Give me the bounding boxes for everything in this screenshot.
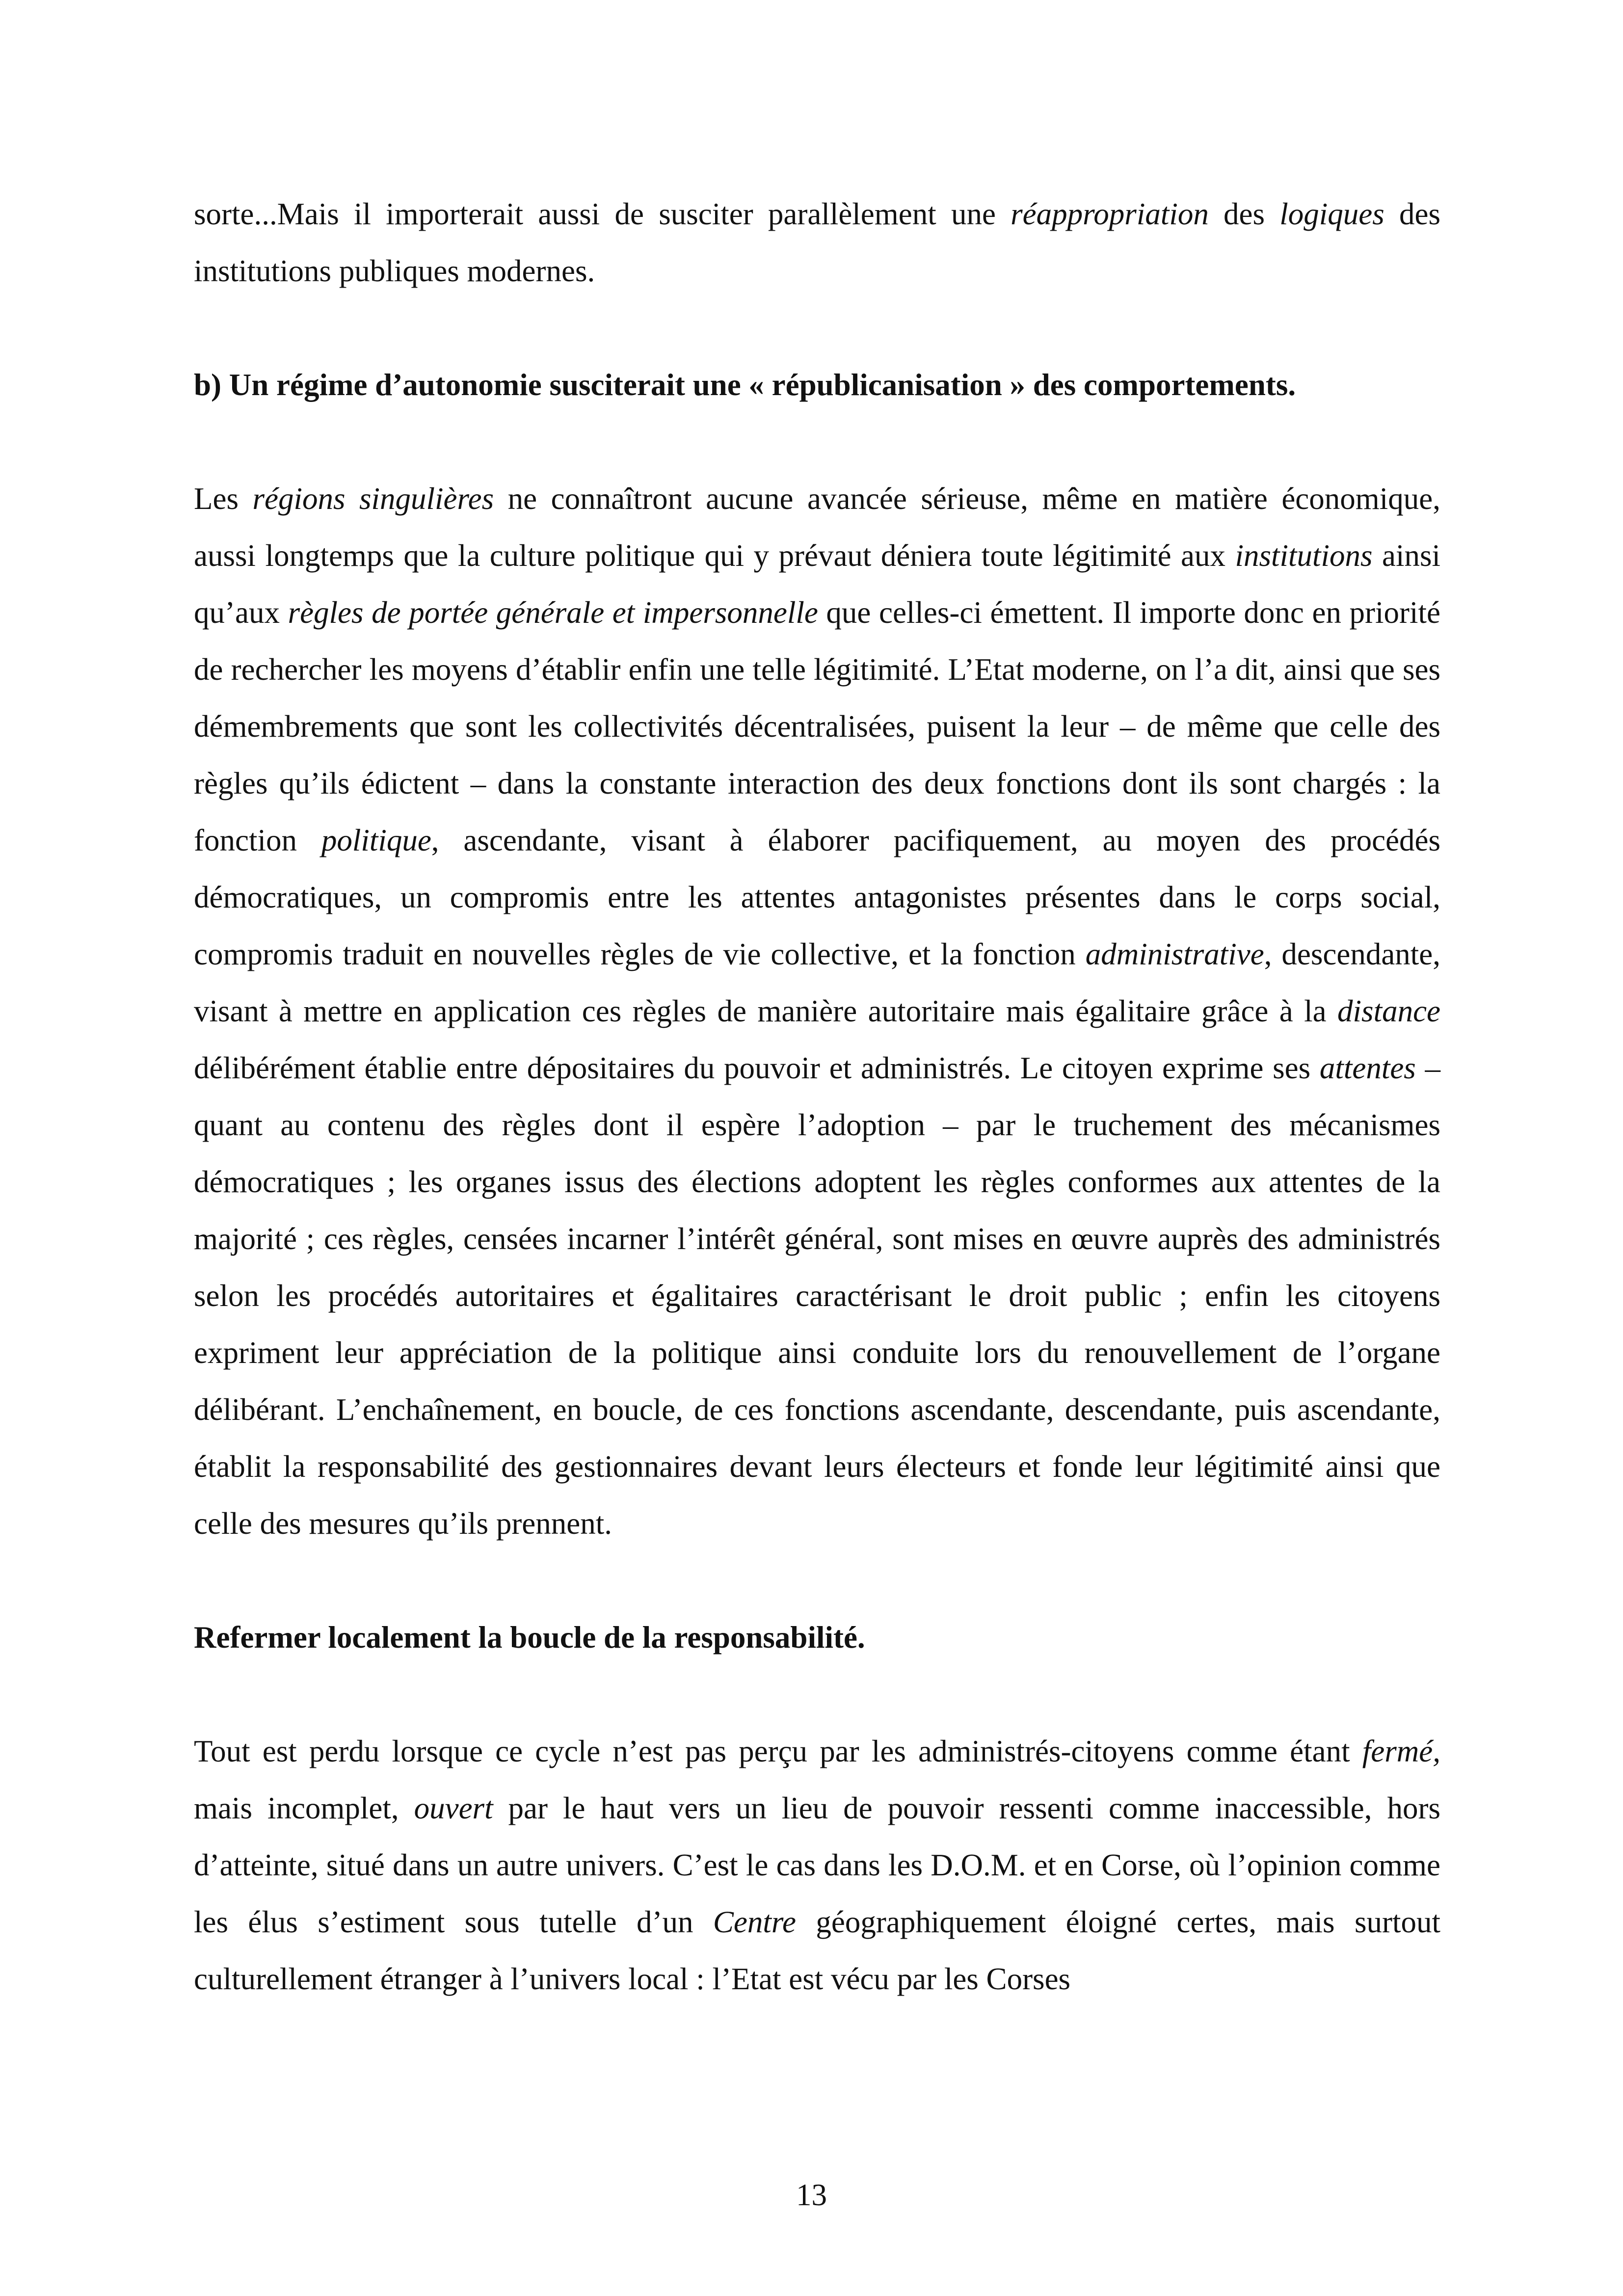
text-segment: des institutions publiques modernes.	[194, 197, 1440, 288]
text-segment: sorte...Mais il importerait aussi de susciter parallèlement une	[194, 197, 1011, 231]
italic-text-segment: régions singulières	[252, 481, 494, 516]
text-segment: délibérément établie entre dépositaires du pouvoir et administrés. Le citoyen exprime ses	[194, 1051, 1320, 1085]
text-segment: que celles-ci émettent. Il importe donc en priorité de rechercher les moyens d’établir enfin une telle légitimité. L’Etat moderne, on l’a dit, ainsi que ses démembrements que sont les collectivités décentralisées, puisent la leur – de même que celle des règles qu’ils édictent – dans la constante interaction des deux fonctions dont ils sont chargés : la fonction	[194, 595, 1440, 857]
text-segment: mais incomplet,	[194, 1791, 414, 1825]
text-segment: ne connaîtront aucune avancée sérieuse, même en matière économique, aussi longtemps que la culture politique qui y prévaut déniera toute légitimité aux	[194, 481, 1440, 573]
text-segment: – quant au contenu des règles dont il espère l’adoption – par le truchement des mécanismes démocratiques ; les organes issus des élections adoptent les règles conformes aux attentes de la majorité ; ces règles, censées incarner l’intérêt général, sont mises en œuvre auprès des administrés selon les procédés autoritaires et égalitaires caractérisant le droit public ; enfin les citoyens expriment leur appréciation de la politique ainsi conduite lors du renouvellement de l’organe délibérant. L’enchaînement, en boucle, de ces fonctions ascendante, descendante, puis ascendante, établit la responsabilité des gestionnaires devant leurs électeurs et fonde leur légitimité ainsi que celle des mesures qu’ils prennent.	[194, 1051, 1441, 1541]
italic-text-segment: réappropriation	[1011, 197, 1209, 231]
italic-text-segment: institutions	[1235, 538, 1373, 573]
italic-text-segment: attentes	[1319, 1051, 1416, 1085]
italic-text-segment: distance	[1337, 994, 1440, 1028]
paragraph-intro	[194, 186, 1440, 299]
section-heading-b: b) Un régime d’autonomie susciterait une « républicanisation » des comportements.	[194, 368, 1296, 402]
text-segment: , descendante, visant à mettre en application ces règles de manière autoritaire mais égalitaire grâce à la	[194, 937, 1440, 1028]
page-number: 13	[796, 2178, 827, 2212]
text-segment: des	[1208, 197, 1280, 231]
text-segment: Les	[194, 481, 253, 516]
paragraph-regions-singulieres	[194, 470, 1440, 1552]
section-heading-refermer: Refermer localement la boucle de la responsabilité.	[194, 1620, 865, 1655]
italic-text-segment: logiques	[1279, 197, 1384, 231]
text-segment: , ascendante, visant à élaborer pacifiquement, au moyen des procédés démocratiques, un compromis entre les attentes antagonistes présentes dans le corps social, compromis traduit en nouvelles règles de vie collective, et la fonction	[194, 823, 1441, 971]
italic-text-segment: ouvert	[414, 1791, 493, 1825]
text-segment: par le haut vers un lieu de pouvoir ressenti comme inaccessible, hors d’atteinte, situé dans un autre univers. C’est le cas dans les D.O.M. et en Corse, où l’opinion comme les élus s’estiment sous tutelle d’un	[194, 1791, 1440, 1939]
text-segment: ainsi qu’aux	[194, 538, 1440, 630]
italic-text-segment: politique	[321, 823, 431, 857]
italic-text-segment: règles de portée générale et impersonnelle	[288, 595, 818, 630]
text-segment: Tout est perdu lorsque ce cycle n’est pas perçu par les administrés-citoyens comme étant	[194, 1734, 1362, 1768]
document-page	[194, 186, 1440, 2007]
italic-text-segment: fermé,	[1362, 1734, 1440, 1768]
italic-text-segment: administrative	[1085, 937, 1264, 971]
italic-text-segment: Centre	[713, 1905, 797, 1939]
text-segment: géographiquement éloigné certes, mais surtout culturellement étranger à l’univers local : l’Etat est vécu par les Corses	[194, 1905, 1440, 1996]
paragraph-tout-est-perdu	[194, 1723, 1440, 2007]
